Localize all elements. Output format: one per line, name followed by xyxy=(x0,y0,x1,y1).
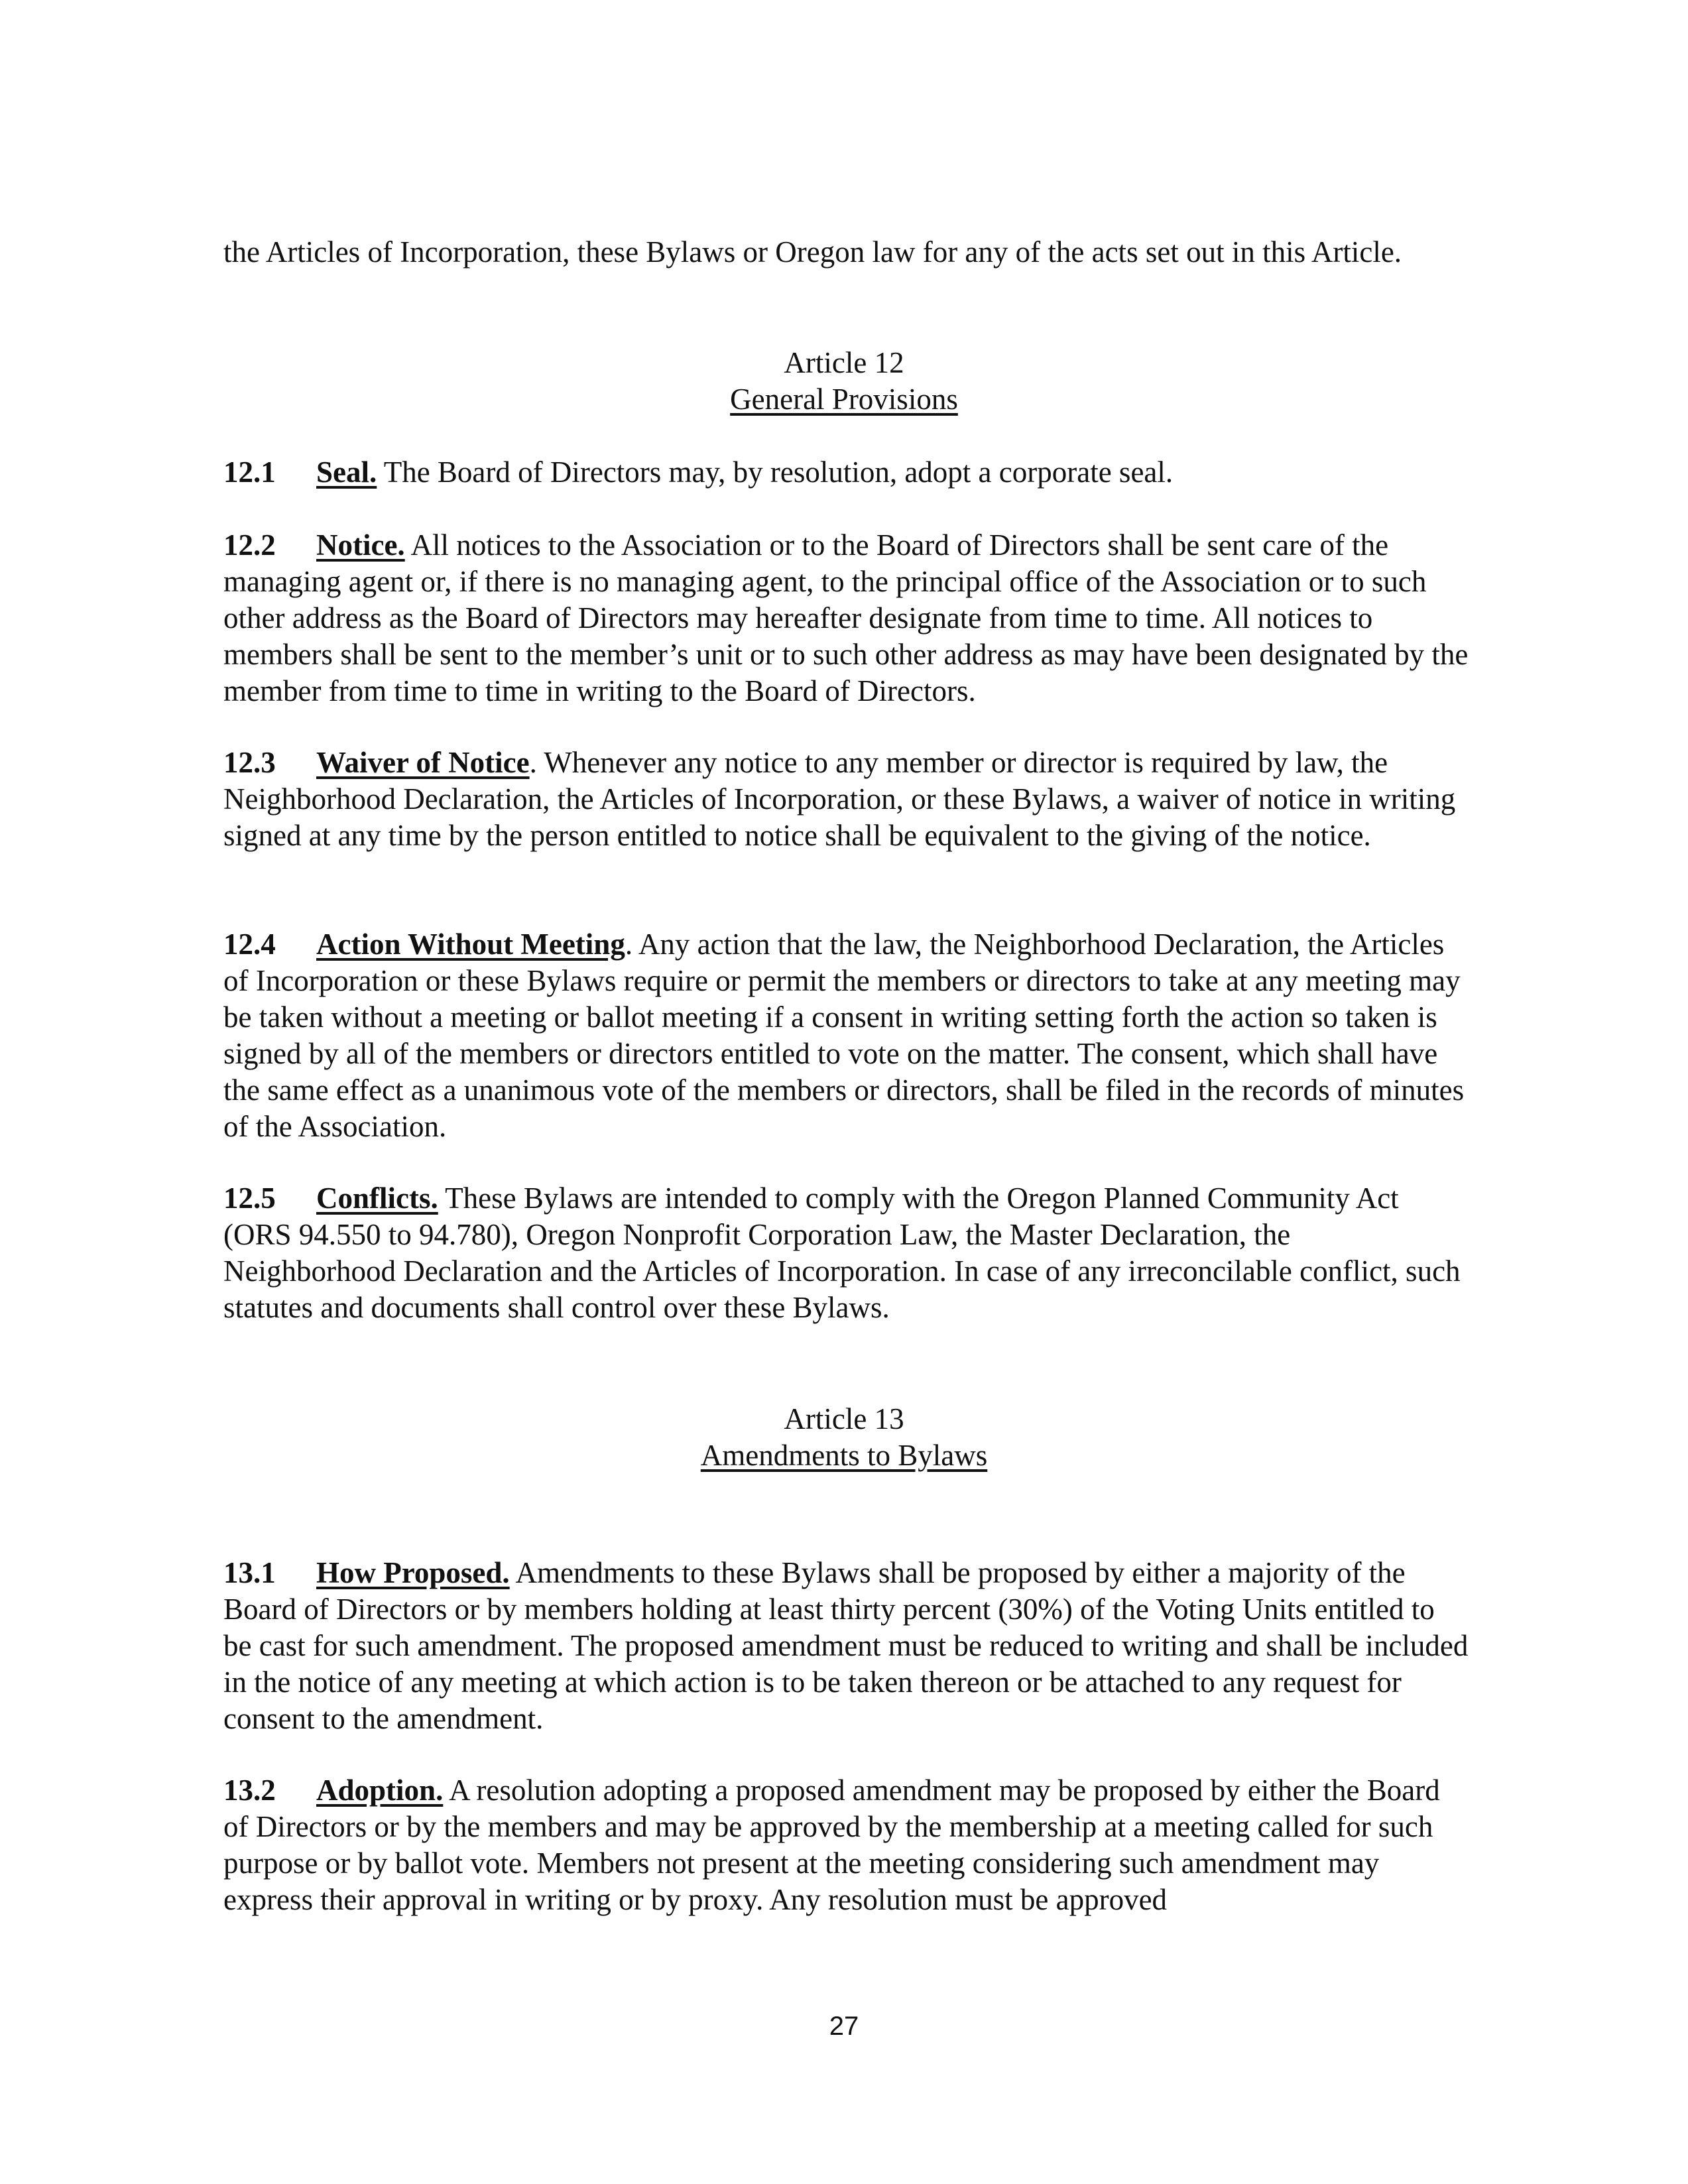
section-12-4 xyxy=(223,926,1470,1145)
section-body: A resolution adopting a proposed amendment may be proposed by either the Board of Directors or by the members and may be approved by the membership at a meeting called for such purpose or by ballot vote. Members not present at the meeting considering such amendment may express their approval in writing or by proxy. Any resolution must be approved xyxy=(223,1774,1440,1916)
section-body: The Board of Directors may, by resolution, adopt a corporate seal. xyxy=(377,455,1174,489)
section-12-5 xyxy=(223,1180,1470,1326)
section-number: 12.2 xyxy=(223,528,276,562)
section-number: 12.5 xyxy=(223,1182,276,1215)
intro-paragraph xyxy=(223,234,1470,271)
article-12-label: Article 12 xyxy=(784,346,904,379)
section-heading: Conflicts. xyxy=(316,1182,438,1215)
section-heading: Seal. xyxy=(316,455,377,489)
article-13-title: Amendments to Bylaws xyxy=(700,1439,988,1472)
section-body: All notices to the Association or to the Board of Directors shall be sent care of the managing agent or, if there is no managing agent, to the principal office of the Association or to such other address as the Board of Directors may hereafter designate from time to time. All notices to members shall be sent to the member’s unit or to such other address as may have been designated by the member from time to time in writing to the Board of Directors. xyxy=(223,528,1469,707)
section-body: . Whenever any notice to any member or director is required by law, the Neighborhood Declaration, the Articles of Incorporation, or these Bylaws, a waiver of notice in writing signed at any time by the person entitled to notice shall be equivalent to the giving of the notice. xyxy=(223,746,1456,852)
section-body: . Any action that the law, the Neighborhood Declaration, the Articles of Incorporation or these Bylaws require or permit the members or directors to take at any meeting may be taken without a meeting or ballot meeting if a consent in writing setting forth the action so taken is signed by all of the members or directors entitled to vote on the matter. The consent, which shall have the same effect as a unanimous vote of the members or directors, shall be filed in the records of minutes of the Association. xyxy=(223,928,1465,1143)
section-heading: Notice. xyxy=(316,528,405,562)
article-13-label: Article 13 xyxy=(784,1402,904,1435)
article-13-heading xyxy=(0,1401,1688,1474)
section-heading: Action Without Meeting xyxy=(316,928,625,961)
page-number: 27 xyxy=(829,2012,859,2041)
section-12-1 xyxy=(223,454,1470,491)
section-body: These Bylaws are intended to comply with the Oregon Planned Community Act (ORS 94.550 to 94.780), Oregon Nonprofit Corporation Law, the Master Declaration, the Neighborhood Declaration and the Articles of Incorporation. In case of any irreconcilable conflict, such statutes and documents shall control over these Bylaws. xyxy=(223,1182,1461,1324)
section-number: 13.1 xyxy=(223,1556,276,1589)
section-heading: Waiver of Notice xyxy=(316,746,530,779)
section-12-3 xyxy=(223,745,1470,854)
article-12-heading xyxy=(0,345,1688,418)
section-13-1 xyxy=(223,1555,1470,1737)
article-12-title: General Provisions xyxy=(730,383,958,416)
intro-text: the Articles of Incorporation, these Bylaws or Oregon law for any of the acts set out in this Article. xyxy=(223,235,1402,269)
section-heading: Adoption. xyxy=(316,1774,444,1807)
section-number: 12.3 xyxy=(223,746,276,779)
section-number: 12.1 xyxy=(223,455,276,489)
section-body: Amendments to these Bylaws shall be proposed by either a majority of the Board of Directors or by members holding at least thirty percent (30%) of the Voting Units entitled to be cast for such amendment. The proposed amendment must be reduced to writing and shall be included in the notice of any meeting at which action is to be taken thereon or be attached to any request for consent to the amendment. xyxy=(223,1556,1469,1735)
section-number: 13.2 xyxy=(223,1774,276,1807)
section-13-2 xyxy=(223,1772,1470,1918)
section-12-2 xyxy=(223,527,1470,709)
section-heading: How Proposed. xyxy=(316,1556,510,1589)
section-number: 12.4 xyxy=(223,928,276,961)
